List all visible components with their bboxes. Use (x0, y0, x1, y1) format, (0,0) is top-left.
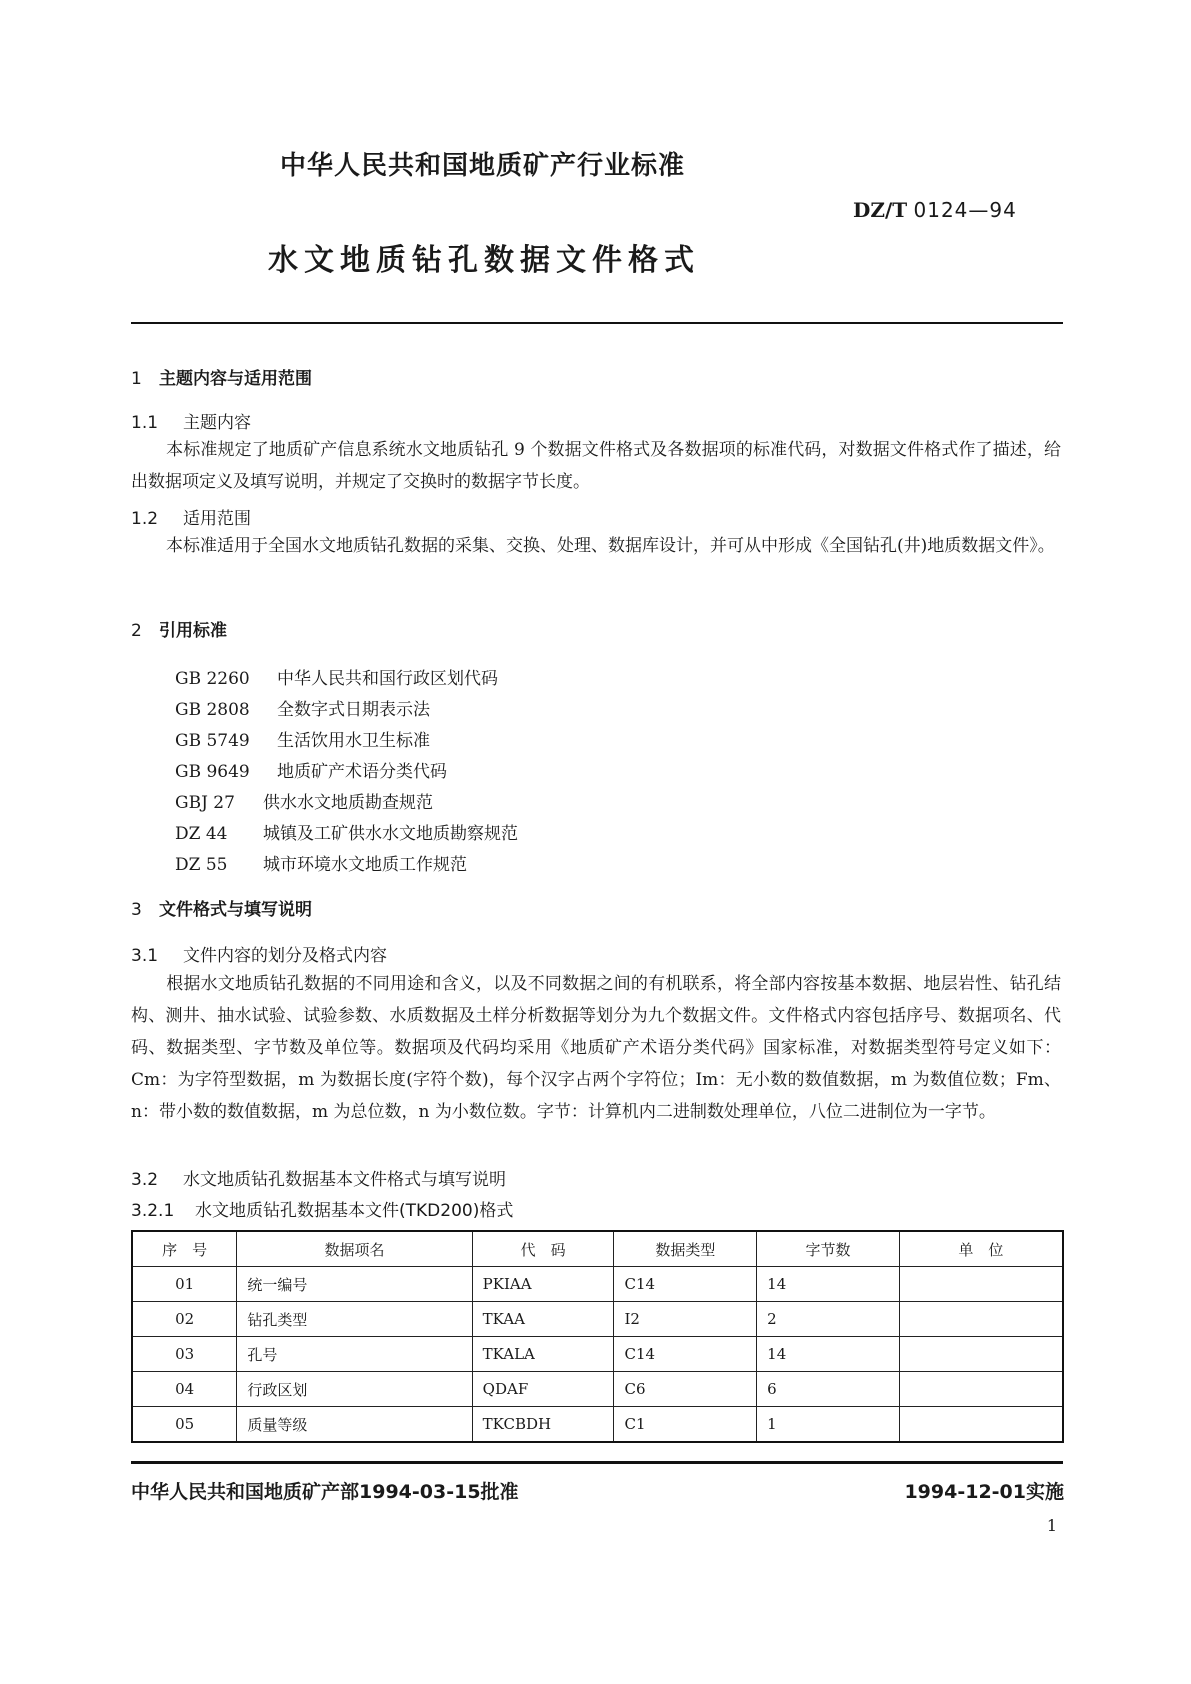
approval-note: 中华人民共和国地质矿产部1994-03-15批准 (131, 1481, 519, 1503)
table-row: 05 质量等级 TKCBDH C1 1 (132, 1407, 1063, 1443)
section-1-1-body: 本标准规定了地质矿产信息系统水文地质钻孔 9 个数据文件格式及各数据项的标准代码，对数据文件格式作了描述，给出数据项定义及填写说明，并规定了交换时的数据字节长度。 (131, 440, 1061, 492)
section-3-heading: 3 文件格式与填写说明 (131, 900, 312, 920)
col-header-unit: 单 位 (899, 1231, 1063, 1267)
table-row: 01 统一编号 PKIAA C14 14 (132, 1267, 1063, 1302)
col-header-code: 代 码 (472, 1231, 614, 1267)
section-1-2-heading: 1.2 适用范围 (131, 509, 251, 529)
col-header-bytes: 字节数 (757, 1231, 900, 1267)
section-1-2-body: 本标准适用于全国水文地质钻孔数据的采集、交换、处理、数据库设计，并可从中形成《全国钻孔(井)地质数据文件》。 (166, 536, 1055, 556)
footer-divider (131, 1461, 1063, 1464)
header-divider (131, 322, 1063, 324)
section-2-heading: 2 引用标准 (131, 621, 227, 641)
tkd200-format-table (131, 1230, 1064, 1443)
reference-item: GB 2808 全数字式日期表示法 (175, 700, 430, 720)
reference-item: GB 9649 地质矿产术语分类代码 (175, 762, 447, 782)
page-number: 1 (1046, 1516, 1057, 1535)
issuer-title: 中华人民共和国地质矿产行业标准 (280, 151, 686, 181)
section-1-heading: 1 主题内容与适用范围 (131, 369, 312, 389)
table-row: 03 孔号 TKALA C14 14 (132, 1337, 1063, 1372)
section-3-1-heading: 3.1 文件内容的划分及格式内容 (131, 946, 387, 966)
table-row: 04 行政区划 QDAF C6 6 (132, 1372, 1063, 1407)
reference-item: GB 2260 中华人民共和国行政区划代码 (175, 669, 498, 689)
reference-item: GBJ 27 供水水文地质勘查规范 (175, 793, 433, 813)
col-header-seq: 序 号 (132, 1231, 237, 1267)
reference-item: DZ 55 城市环境水文地质工作规范 (175, 855, 467, 875)
reference-item: DZ 44 城镇及工矿供水水文地质勘察规范 (175, 824, 518, 844)
standard-code-prefix: DZ/T (853, 198, 908, 222)
col-header-item-name: 数据项名 (237, 1231, 472, 1267)
table-row: 02 钻孔类型 TKAA I2 2 (132, 1302, 1063, 1337)
reference-item: GB 5749 生活饮用水卫生标准 (175, 731, 430, 751)
table-header-row (132, 1231, 1063, 1267)
document-title: 水文地质钻孔数据文件格式 (268, 243, 700, 278)
section-3-1-body: 根据水文地质钻孔数据的不同用途和含义，以及不同数据之间的有机联系，将全部内容按基本数据、地层岩性、钻孔结构、测井、抽水试验、试验参数、水质数据及土样分析数据等划分为九个数据文件。文件格式内容包括序号、数据项名、代码、数据类型、字节数及单位等。数据项及代码均采用《地质矿产术语分类代码》国家标准，对数据类型符号定义如下：Cm：为字符型数据，m 为数据长度(字符个数)，每个汉字占两个字符位；Im：无小数的数值数据，m 为数值位数；Fm、n：带小数的数值数据，m 为总位数，n 为小数位数。字节：计算机内二进制数处理单位，八位二进制位为一字节。 (131, 974, 1061, 1122)
section-3-2-heading: 3.2 水文地质钻孔数据基本文件格式与填写说明 (131, 1170, 506, 1190)
standard-code (853, 198, 1017, 222)
col-header-data-type: 数据类型 (614, 1231, 757, 1267)
section-1-1-heading: 1.1 主题内容 (131, 413, 251, 433)
standard-code-number: 0124—94 (913, 198, 1017, 222)
section-3-2-1-heading: 3.2.1 水文地质钻孔数据基本文件(TKD200)格式 (131, 1201, 514, 1221)
effective-date: 1994-12-01实施 (904, 1481, 1064, 1503)
